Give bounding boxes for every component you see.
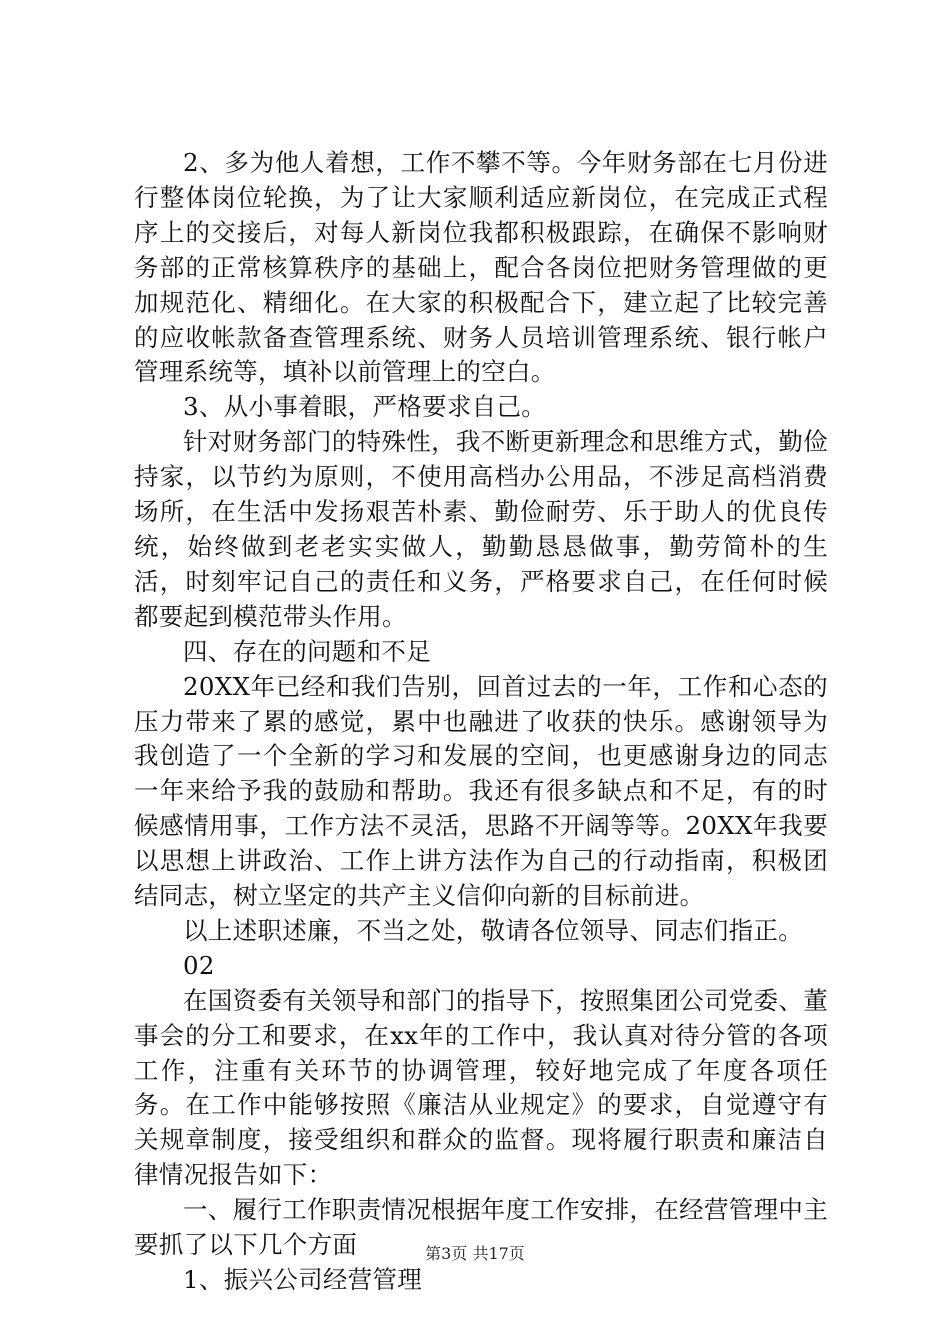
paragraph-closing-remark: 以上述职述廉，不当之处，敬请各位领导、同志们指正。 <box>183 915 803 945</box>
section-heading-problems: 四、存在的问题和不足 <box>183 636 431 666</box>
document-body <box>134 146 828 1298</box>
paragraph-finance-frugality: 针对财务部门的特殊性，我不断更新理念和思维方式，勤俭持家，以节约为原则，不使用高档办公用品，不涉足高档消费场所，在生活中发扬艰苦朴素、勤俭耐劳、乐于助人的优良传统，始终做到老老实实做人，勤勤恳恳做事，勤劳简朴的生活，时刻牢记自己的责任和义务，严格要求自己，在任何时候都要起到模范带头作用。 <box>134 427 828 631</box>
subheading-company-management: 1、振兴公司经营管理 <box>183 1265 423 1294</box>
paragraph-report-intro: 在国资委有关领导和部门的指导下，按照集团公司党委、董事会的分工和要求，在xx年的工作中，我认真对待分管的各项工作，注重有关环节的协调管理，较好地完成了年度各项任务。在工作中能够按照《廉洁从业规定》的要求，自觉遵守有关规章制度，接受组织和群众的监督。现将履行职责和廉洁自律情况报告如下： <box>134 985 828 1190</box>
paragraph-item-2-consideration: 2、多为他人着想，工作不攀不等。今年财务部在七月份进行整体岗位轮换，为了让大家顺利适应新岗位，在完成正式程序上的交接后，对每人新岗位我都积极跟踪，在确保不影响财务部的正常核算秩序的基础上，配合各岗位把财务管理做的更加规范化、精细化。在大家的积极配合下，建立起了比较完善的应收帐款备查管理系统、财务人员培训管理系统、银行帐户管理系统等，填补以前管理上的空白。 <box>134 148 828 387</box>
section-heading-duties: 一、履行工作职责情况根据年度工作安排，在经营管理中主要抓了以下几个方面 <box>134 1195 828 1260</box>
page-number-footer: 第3页 共17页 <box>425 1244 525 1263</box>
paragraph-item-3-heading: 3、从小事着眼，严格要求自己。 <box>183 392 547 422</box>
paragraph-year-review: 20XX年已经和我们告别，回首过去的一年，工作和心态的压力带来了累的感觉，累中也融进了收获的快乐。感谢领导为我创造了一个全新的学习和发展的空间，也更感谢身边的同志一年来给予我的鼓励和帮助。我还有很多缺点和不足，有的时候感情用事，工作方法不灵活，思路不开阔等等。20XX年我要以思想上讲政治、工作上讲方法作为自己的行动指南，积极团结同志，树立坚定的共产主义信仰向新的目标前进。 <box>134 671 828 911</box>
section-number-02: 02 <box>183 950 215 980</box>
